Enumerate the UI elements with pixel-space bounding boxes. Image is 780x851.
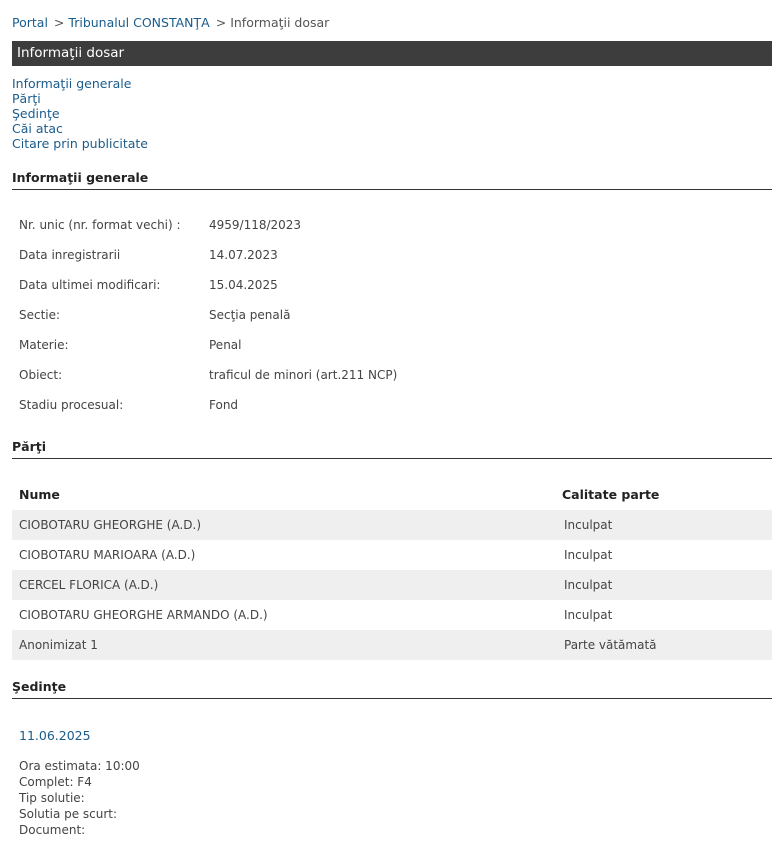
column-header-role: Calitate parte bbox=[562, 487, 660, 502]
nav-link-general-info[interactable]: Informaţii generale bbox=[12, 76, 132, 91]
breadcrumb-separator: > bbox=[215, 15, 227, 30]
parties-table-header bbox=[12, 478, 772, 508]
party-role: Inculpat bbox=[564, 578, 613, 592]
party-role: Inculpat bbox=[564, 548, 613, 562]
nav-link-parties[interactable]: Părţi bbox=[12, 91, 41, 106]
hearings-heading: Şedinţe bbox=[12, 679, 772, 699]
party-role: Inculpat bbox=[564, 608, 613, 622]
hearing-solution-summary: Solutia pe scurt: bbox=[19, 807, 118, 821]
info-value: Secţia penală bbox=[209, 308, 291, 322]
nav-link-public-summons[interactable]: Citare prin publicitate bbox=[12, 136, 148, 151]
party-name: CIOBOTARU GHEORGHE ARMANDO (A.D.) bbox=[19, 608, 268, 622]
general-info-heading: Informaţii generale bbox=[12, 170, 772, 190]
breadcrumb bbox=[12, 15, 329, 30]
info-label: Nr. unic (nr. format vechi) : bbox=[19, 218, 181, 232]
hearing-document: Document: bbox=[19, 823, 86, 837]
section-nav bbox=[12, 76, 148, 151]
info-row-section bbox=[19, 308, 290, 322]
info-row-last-modified bbox=[19, 278, 278, 292]
hearing-details bbox=[19, 758, 140, 838]
info-value: traficul de minori (art.211 NCP) bbox=[209, 368, 398, 382]
info-value: Fond bbox=[209, 398, 239, 412]
nav-link-hearings[interactable]: Şedinţe bbox=[12, 106, 60, 121]
party-name: CIOBOTARU GHEORGHE (A.D.) bbox=[19, 518, 202, 532]
party-name: Anonimizat 1 bbox=[19, 638, 98, 652]
party-role: Parte vătămată bbox=[564, 638, 657, 652]
info-label: Stadiu procesual: bbox=[19, 398, 124, 412]
info-value: 15.04.2025 bbox=[209, 278, 278, 292]
hearing-date: 11.06.2025 bbox=[19, 728, 91, 743]
info-label: Sectie: bbox=[19, 308, 61, 322]
info-label: Data ultimei modificari: bbox=[19, 278, 161, 292]
info-label: Data inregistrarii bbox=[19, 248, 121, 262]
info-value: 4959/118/2023 bbox=[209, 218, 302, 232]
hearing-panel: Complet: F4 bbox=[19, 775, 92, 789]
info-label: Obiect: bbox=[19, 368, 63, 382]
column-header-name: Nume bbox=[19, 487, 60, 502]
breadcrumb-current: Informaţii dosar bbox=[230, 15, 330, 30]
breadcrumb-portal-link[interactable]: Portal bbox=[12, 15, 48, 30]
breadcrumb-court-link[interactable]: Tribunalul CONSTANŢA bbox=[68, 15, 210, 30]
party-role: Inculpat bbox=[564, 518, 613, 532]
hearing-estimated-time: Ora estimata: 10:00 bbox=[19, 759, 140, 773]
table-row bbox=[12, 600, 772, 630]
table-row bbox=[12, 540, 772, 570]
info-value: Penal bbox=[209, 338, 242, 352]
info-row-registration-date bbox=[19, 248, 278, 262]
info-value: 14.07.2023 bbox=[209, 248, 278, 262]
breadcrumb-separator: > bbox=[53, 15, 65, 30]
info-row-case-number bbox=[19, 218, 301, 232]
table-row bbox=[12, 570, 772, 600]
page-title-bar: Informaţii dosar bbox=[12, 41, 772, 66]
info-label: Materie: bbox=[19, 338, 69, 352]
hearing-solution-type: Tip solutie: bbox=[19, 791, 85, 805]
parties-heading: Părţi bbox=[12, 439, 772, 459]
nav-link-appeals[interactable]: Căi atac bbox=[12, 121, 63, 136]
info-row-object bbox=[19, 368, 397, 382]
table-row bbox=[12, 630, 772, 660]
party-name: CIOBOTARU MARIOARA (A.D.) bbox=[19, 548, 196, 562]
info-row-procedural-stage bbox=[19, 398, 238, 412]
party-name: CERCEL FLORICA (A.D.) bbox=[19, 578, 159, 592]
table-row bbox=[12, 510, 772, 540]
info-row-matter bbox=[19, 338, 241, 352]
